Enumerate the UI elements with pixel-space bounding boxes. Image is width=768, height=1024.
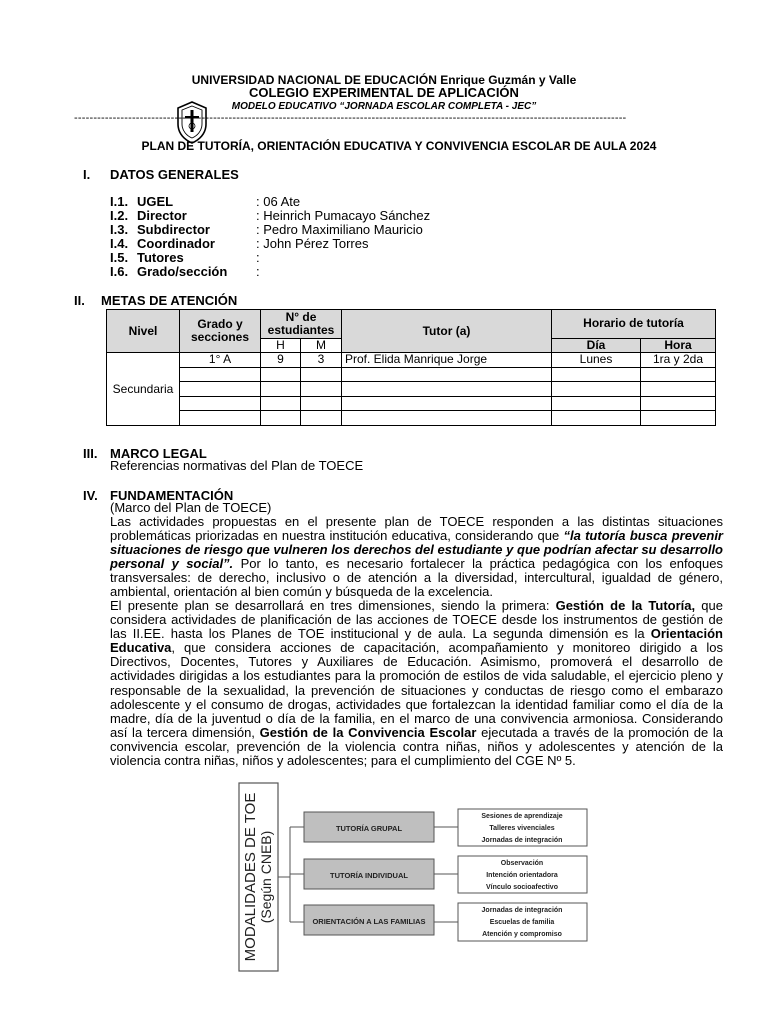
cell-hora: [641, 382, 716, 397]
header-tutor: Tutor (a): [342, 310, 552, 353]
cell-grado: [180, 411, 261, 426]
paragraph-text: Las actividades propuestas en el presente plan de TOECE responden a las distintas situaciones problemáticas priorizadas en nuestra institución educativa, considerando que: [110, 514, 723, 544]
table-row: [107, 411, 716, 426]
cell-grado: 1° A: [180, 353, 261, 368]
header-hora: Hora: [641, 338, 716, 352]
cell-dia: Lunes: [552, 353, 641, 368]
item-value: :: [256, 250, 260, 265]
header-m: M: [301, 338, 342, 352]
header-nivel: Nivel: [107, 310, 180, 353]
data-row-ugel: [110, 195, 510, 209]
cell-h: 9: [261, 353, 301, 368]
paragraph-bold: Gestión de la Tutoría,: [555, 598, 696, 613]
fundamentacion-paragraph-2: [110, 599, 723, 768]
paragraph-text: ejecutada a través de la promoción de la convivencia escolar, prevención de la violencia contra niñas, niños y adolescentes y atención de la violencia contra niñas, niños y adolescentes; para el cumplimiento del CGE Nº 5.: [110, 724, 723, 769]
vertical-subtitle: (Según CNEB): [258, 830, 274, 924]
cell-dia: [552, 382, 641, 397]
item-number: I.5.: [110, 250, 129, 265]
section-heading: METAS DE ATENCIÓN: [101, 293, 238, 308]
cell-hora: [641, 396, 716, 411]
fundamentacion-subtitle: (Marco del Plan de TOECE): [110, 500, 272, 515]
cell-tutor: [342, 396, 552, 411]
item-number: I.4.: [110, 236, 129, 251]
cell-m: 3: [301, 353, 342, 368]
cell-hora: 1ra y 2da: [641, 353, 716, 368]
header-estudiantes: N° de estudiantes: [261, 310, 342, 339]
cell-m: [301, 396, 342, 411]
detail-item: Jornadas de integración: [481, 837, 563, 844]
header-grado: Grado y secciones: [180, 310, 261, 353]
paragraph-bold: Gestión de la Convivencia Escolar: [259, 724, 477, 740]
header-h: H: [261, 338, 301, 352]
university-name: UNIVERSIDAD NACIONAL DE EDUCACIÓN Enrique Guzmán y Valle: [191, 73, 577, 87]
item-label: Coordinador: [137, 236, 215, 251]
section-number: II.: [74, 293, 85, 308]
modality-label: ORIENTACIÓN A LAS FAMILIAS: [312, 917, 426, 926]
cell-tutor: [342, 382, 552, 397]
item-number: I.2.: [110, 208, 129, 223]
cell-h: [261, 382, 301, 397]
goals-table: [106, 309, 716, 426]
item-number: I.6.: [110, 264, 129, 279]
college-name: COLEGIO EXPERIMENTAL DE APLICACIÓN: [249, 85, 519, 100]
cell-grado: [180, 396, 261, 411]
vertical-title: MODALIDADES DE TOE: [242, 792, 259, 962]
cell-grado: [180, 367, 261, 382]
data-row-subdirector: [110, 223, 510, 237]
item-label: Director: [137, 208, 187, 223]
cell-tutor: [342, 411, 552, 426]
cell-m: [301, 411, 342, 426]
university-seal-logo: [175, 100, 209, 144]
table-row: [107, 367, 716, 382]
table-row: [107, 353, 716, 368]
header-dia: Día: [552, 338, 641, 352]
data-row-director: [110, 209, 510, 223]
paragraph-text: , que considera acciones de capacitación, acompañamiento y monitoreo dirigido a los Directivos, Docentes, Tutores y Auxiliares de Educación. Asimismo, promoverá el desarrollo de actividades dirigidas a los estudiantes para la promoción de estilos de vida saludable, el ejercicio pleno y responsable de la sexualidad, la prevención de situaciones y conductas de riesgo como el embarazo adolescente y el consumo de drogas, actividades que fortalezcan la identidad familiar como el día de la madre, día de la juventud o día de la familia, en el marco de una convivencia armoniosa. Considerando así la tercera dimensión,: [110, 640, 723, 740]
cell-hora: [641, 367, 716, 382]
detail-item: Atención y compromiso: [482, 931, 562, 938]
item-value: : Heinrich Pumacayo Sánchez: [256, 208, 431, 223]
item-value: : Pedro Maximiliano Mauricio: [256, 222, 423, 237]
detail-item: Talleres vivenciales: [489, 825, 555, 832]
section-heading: MARCO LEGAL: [110, 446, 207, 461]
paragraph-text: que considera actividades de planificación de las acciones de TOECE desde los instrumentos de gestión de las II.EE. hasta los Planes de TOE institucional y de aula. La segunda dimensión es la: [110, 598, 723, 642]
item-number: I.1.: [110, 194, 129, 209]
section-number: IV.: [83, 488, 98, 503]
legal-references: Referencias normativas del Plan de TOECE: [110, 458, 364, 473]
paragraph-bold: Orientación Educativa: [110, 626, 723, 656]
table-row: [107, 396, 716, 411]
cell-h: [261, 396, 301, 411]
item-value: :: [256, 264, 260, 279]
detail-item: Sesiones de aprendizaje: [481, 813, 563, 820]
detail-item: Vínculo socioafectivo: [486, 884, 558, 891]
item-value: : 06 Ate: [256, 194, 301, 209]
cell-h: [261, 367, 301, 382]
detail-item: Intención orientadora: [486, 872, 558, 879]
item-value: : John Pérez Torres: [256, 236, 369, 251]
item-label: Subdirector: [137, 222, 210, 237]
toe-modalities-diagram: [238, 782, 592, 972]
data-row-coordinador: [110, 237, 510, 251]
section-number: I.: [83, 167, 91, 182]
section-number: III.: [83, 446, 98, 461]
table-row: [107, 382, 716, 397]
detail-item: Jornadas de integración: [481, 907, 563, 914]
detail-item: Escuelas de familia: [489, 919, 555, 926]
education-model: MODELO EDUCATIVO “JORNADA ESCOLAR COMPLETA - JEC”: [231, 101, 537, 112]
detail-item: Observación: [500, 860, 544, 867]
paragraph-quote: “la tutoría busca prevenir situaciones de riesgo que vulneren los derechos del estudiante y que podrían afectar su desarrollo personal y social”.: [110, 528, 723, 572]
section-heading: FUNDAMENTACIÓN: [110, 488, 234, 503]
document-title: PLAN DE TUTORÍA, ORIENTACIÓN EDUCATIVA Y CONVIVENCIA ESCOLAR DE AULA 2024: [141, 139, 657, 153]
cell-tutor: [342, 367, 552, 382]
item-number: I.3.: [110, 222, 129, 237]
header-horario: Horario de tutoría: [552, 310, 716, 339]
header-separator: -----------------------------------------------------------------------------------------------------------------------------------------------: [74, 114, 627, 122]
cell-hora: [641, 411, 716, 426]
modality-label: TUTORÍA GRUPAL: [335, 824, 403, 833]
paragraph-text: Por lo tanto, es necesario fortalecer la práctica pedagógica con los enfoques transversales: de derecho, inclusivo o de atención a la diversidad, intercultural, igualdad de género, ambiental, orientación al bien común y búsqueda de la excelencia.: [110, 556, 723, 600]
cell-tutor: Prof. Elida Manrique Jorge: [342, 353, 552, 368]
item-label: Tutores: [137, 250, 184, 265]
item-label: Grado/sección: [137, 264, 228, 279]
cell-dia: [552, 367, 641, 382]
modality-label: TUTORÍA INDIVIDUAL: [330, 871, 408, 880]
cell-m: [301, 367, 342, 382]
cell-m: [301, 382, 342, 397]
item-label: UGEL: [137, 194, 174, 209]
fundamentacion-paragraph-1: [110, 515, 723, 600]
data-row-grado: [110, 265, 510, 279]
cell-dia: [552, 411, 641, 426]
cell-nivel: Secundaria: [107, 353, 180, 426]
paragraph-text: El presente plan se desarrollará en tres dimensiones, siendo la primera:: [110, 598, 556, 613]
section-heading: DATOS GENERALES: [110, 167, 239, 182]
cell-dia: [552, 396, 641, 411]
data-row-tutores: [110, 251, 510, 265]
cell-grado: [180, 382, 261, 397]
cell-h: [261, 411, 301, 426]
